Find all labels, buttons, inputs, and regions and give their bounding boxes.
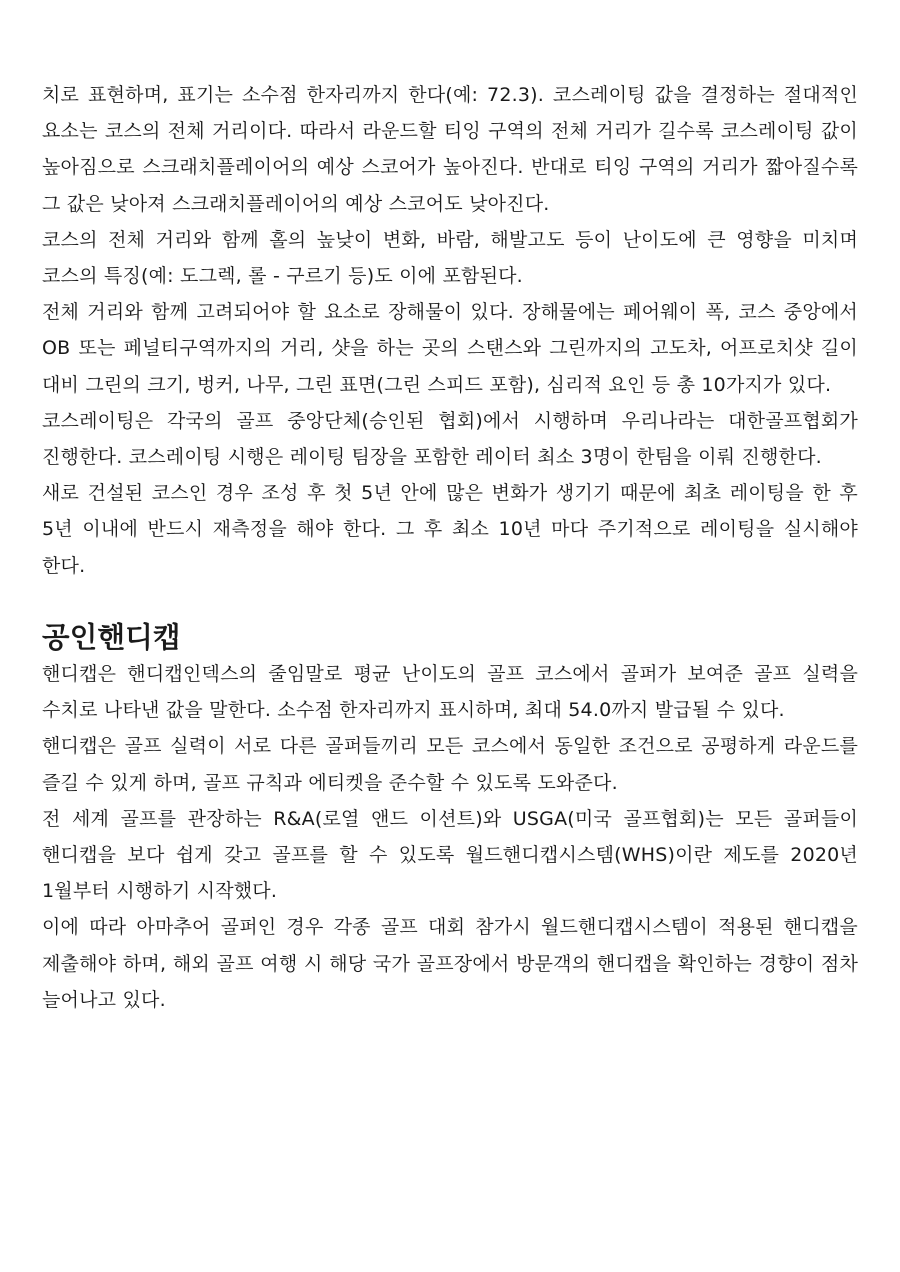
section-spacer: [42, 584, 858, 620]
paragraph: 새로 건설된 코스인 경우 조성 후 첫 5년 안에 많은 변화가 생기기 때문에 최초 레이팅을 한 후 5년 이내에 반드시 재측정을 해야 한다. 그 후 최소 10년 마다 주기적으로 레이팅을 실시해야 한다.: [42, 482, 858, 577]
paragraph: 코스레이팅은 각국의 골프 중앙단체(승인된 협회)에서 시행하며 우리나라는 대한골프협회가 진행한다. 코스레이팅 시행은 레이팅 팀장을 포함한 레이터 최소 3명이 한팀을 이뤄 진행한다.: [42, 409, 858, 469]
paragraph: 핸디캡은 핸디캡인덱스의 줄임말로 평균 난이도의 골프 코스에서 골퍼가 보여준 골프 실력을 수치로 나타낸 값을 말한다. 소수점 한자리까지 표시하며, 최대 54.0까지 발급될 수 있다.: [42, 663, 858, 722]
course-rating-section: [42, 77, 858, 584]
handicap-section: [42, 620, 858, 1018]
paragraph: 코스의 전체 거리와 함께 홀의 높낮이 변화, 바람, 해발고도 등이 난이도에 큰 영향을 미치며 코스의 특징(예: 도그렉, 롤 - 구르기 등)도 이에 포함된다.: [42, 228, 858, 288]
paragraph: 전 세계 골프를 관장하는 R&A(로열 앤드 이션트)와 USGA(미국 골프협회)는 모든 골퍼들이 핸디캡을 보다 쉽게 갖고 골프를 할 수 있도록 월드핸디캡시스템(WHS)이란 제도를 2020년 1월부터 시행하기 시작했다.: [42, 807, 858, 903]
paragraph: 전체 거리와 함께 고려되어야 할 요소로 장해물이 있다. 장해물에는 페어웨이 폭, 코스 중앙에서 OB 또는 페널티구역까지의 거리, 샷을 하는 곳의 스탠스와 그린까지의 고도차, 어프로치샷 길이 대비 그린의 크기, 벙커, 나무, 그린 표면(그린 스피드 포함), 심리적 요인 등 총 10가지가 있다.: [42, 301, 858, 396]
paragraph: 치로 표현하며, 표기는 소수점 한자리까지 한다(예: 72.3). 코스레이팅 값을 결정하는 절대적인 요소는 코스의 전체 거리이다. 따라서 라운드할 티잉 구역의 전체 거리가 길수록 코스레이팅 값이 높아짐으로 스크래치플레이어의 예상 스코어가 높아진다. 반대로 티잉 구역의 거리가 짧아질수록 그 값은 낮아져 스크래치플레이어의 예상 스코어도 낮아진다.: [42, 84, 858, 215]
paragraph: 핸디캡은 골프 실력이 서로 다른 골퍼들끼리 모든 코스에서 동일한 조건으로 공평하게 라운드를 즐길 수 있게 하며, 골프 규칙과 에티켓을 준수할 수 있도록 도와준다.: [42, 735, 858, 794]
paragraph: 이에 따라 아마추어 골퍼인 경우 각종 골프 대회 참가시 월드핸디캡시스템이 적용된 핸디캡을 제출해야 하며, 해외 골프 여행 시 해당 국가 골프장에서 방문객의 핸디캡을 확인하는 경향이 점차 늘어나고 있다.: [42, 916, 858, 1011]
section-heading: 공인핸디캡: [42, 620, 181, 654]
document-page: [42, 77, 858, 1018]
